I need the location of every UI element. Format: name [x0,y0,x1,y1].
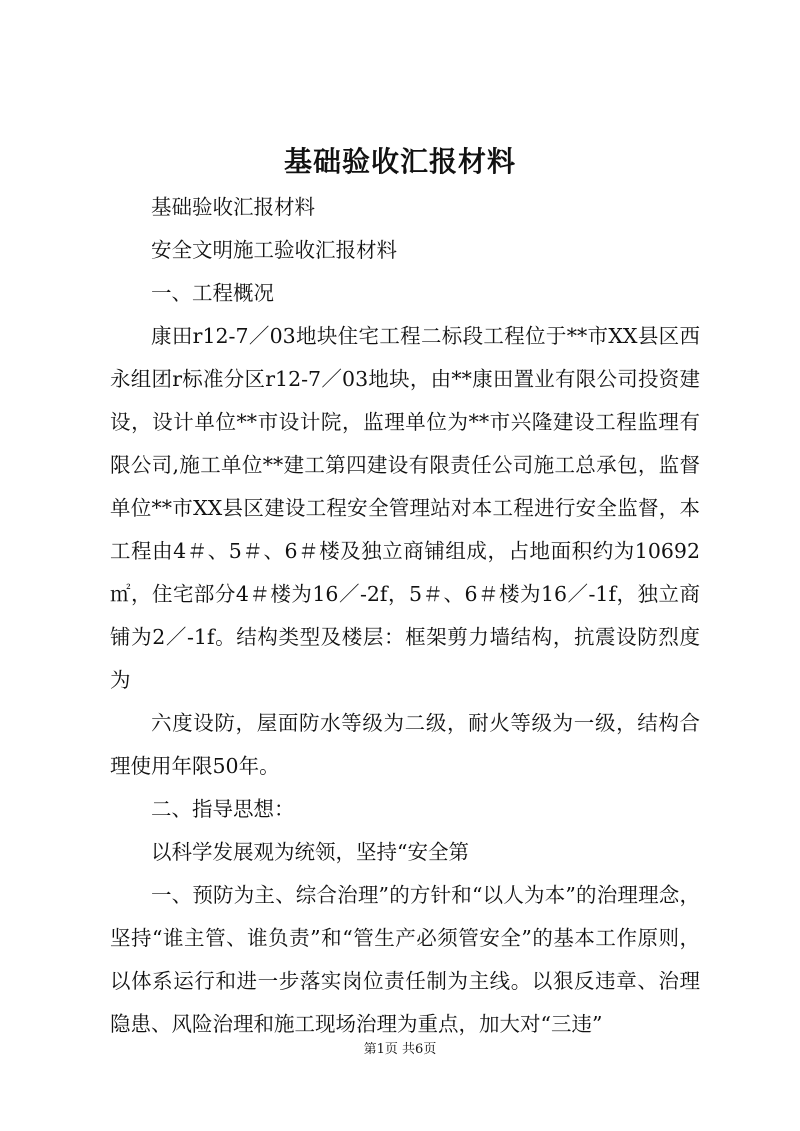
document-body [110,186,700,1046]
paragraph-project-overview: 康田r12-7／03地块住宅工程二标段工程位于**市XX县区西永组团r标准分区r12-7／03地块，由**康田置业有限公司投资建设，设计单位**市设计院，监理单位为**市兴隆建设工程监理有限公司,施工单位**建工第四建设有限责任公司施工总承包，监督单位**市XX县区建设工程安全管理站对本工程进行安全监督，本工程由4＃、5＃、6＃楼及独立商铺组成，占地面积约为10692㎡，住宅部分4＃楼为16／-2f，5＃、6＃楼为16／-1f，独立商铺为2／-1f。结构类型及楼层：框架剪力墙结构，抗震设防烈度为 [110,324,700,692]
heading-project-overview: 一、工程概况 [151,281,274,305]
document-title: 基础验收汇报材料 [283,145,516,178]
paragraph-section-title: 安全文明施工验收汇报材料 [151,238,397,262]
paragraph-guiding-principles: 一、预防为主、综合治理”的方针和“以人为本”的治理理念，坚持“谁主管、谁负责”和“管生产必须管安全”的基本工作原则，以体系运行和进一步落实岗位责任制为主线。以狠反违章、治理隐患、风险治理和施工现场治理为重点，加大对“三违” [110,883,700,1036]
heading-guiding-ideology: 二、指导思想： [151,797,295,821]
paragraph-guiding-lead: 以科学发展观为统领，坚持“安全第 [151,840,469,864]
paragraph-subtitle: 基础验收汇报材料 [151,195,315,219]
paragraph-fire-rating: 六度设防，屋面防水等级为二级，耐火等级为一级，结构合理使用年限50年。 [110,711,700,778]
page-number-footer: 第1页 共6页 [363,1042,437,1057]
